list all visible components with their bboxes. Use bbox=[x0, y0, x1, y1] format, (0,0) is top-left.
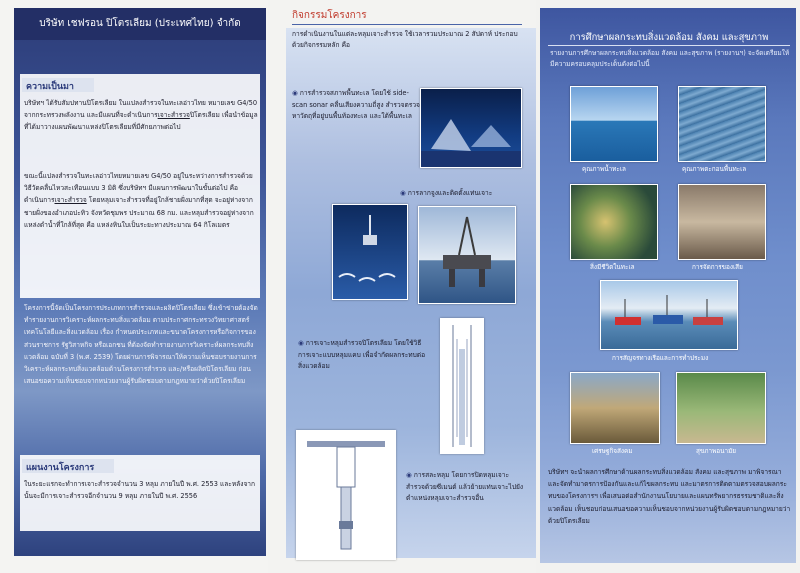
boats-graphic bbox=[601, 281, 737, 349]
title-underline bbox=[548, 45, 790, 46]
plug-abandon-image bbox=[296, 430, 396, 560]
right-panel bbox=[536, 0, 800, 573]
socio-economic-photo bbox=[570, 372, 660, 444]
caption-water: คุณภาพน้ำทะเล bbox=[582, 165, 626, 173]
well-casing-diagram bbox=[441, 319, 483, 453]
sediment-photo bbox=[678, 86, 766, 162]
eia-intro: รายงานการศึกษาผลกระทบสิ่งแวดล้อม สังคม และสุขภาพ (รายงานฯ) จะจัดเตรียมให้มีความครอบคลุมประเด็นดังต่อไปนี้ bbox=[550, 49, 790, 68]
plan-paragraph: ในระยะแรกจะทำการเจาะสำรวจจำนวน 3 หลุม ภายในปี พ.ศ. 2553 และหลังจากนั้นจะมีการเจาะสำรวจอีกจำนวน 9 หลุม ภายในปี พ.ศ. 2556 bbox=[24, 480, 256, 501]
caption-waste: การจัดการของเสีย bbox=[692, 263, 743, 271]
drilling-rig-image bbox=[418, 206, 516, 304]
sonar-survey-image bbox=[420, 88, 522, 168]
title-underline bbox=[292, 24, 522, 25]
background-paragraph-3: โครงการนี้จัดเป็นโครงการประเภทการสำรวจและผลิตปิโตรเลียม ซึ่งเข้าข่ายต้องจัดทำรายงานการวิเคราะห์ผลกระทบสิ่งแวดล้อม ตามประกาศกระทรวงวิทยาศาสตร์ เทคโนโลยีและสิ่งแวดล้อม เรื่อง กำหนดประเภทและขนาดโครงการหรือกิจการของส่วนราชการ รัฐวิสาหกิจ หรือเอกชน ที่ต้องจัดทำรายงานการวิเคราะห์ผลกระทบสิ่งแวดล้อม ฉบับที่ 3 (พ.ศ. 2539) โดยผ่านการพิจารณาให้ความเห็นชอบรายงานการวิเคราะห์ผลกระทบสิ่งแวดล้อมด้านโครงการสำรวจ และ/หรือผลิตปิโตรเลียม ก่อนเสนอขอความเห็นชอบจากหน่วยงานผู้รับผิดชอบตามกฎหมายว่าด้วยปิโตรเลียม bbox=[24, 304, 258, 386]
middle-panel bbox=[268, 0, 536, 573]
caption-sediment: คุณภาพตะกอนพื้นทะเล bbox=[682, 165, 747, 173]
waste-management-photo bbox=[678, 184, 766, 260]
bullet-icon: ◉ bbox=[298, 339, 306, 347]
health-photo bbox=[676, 372, 766, 444]
rig-towing-image bbox=[332, 204, 408, 300]
marine-life-photo bbox=[570, 184, 658, 260]
company-title: บริษัท เชฟรอน ปิโตรเลียม (ประเทศไทย) จำกัด bbox=[39, 18, 241, 29]
bullet-icon: ◉ bbox=[292, 89, 300, 97]
activity-rig-caption: ◉ การลากจูงและติดตั้งแท่นเจาะ bbox=[400, 189, 493, 197]
activities-title: กิจกรรมโครงการ bbox=[292, 10, 367, 21]
background-paragraph-1: บริษัทฯ ได้รับสัมปทานปิโตรเลียม ในแปลงสำรวจในทะเลอ่าวไทย หมายเลข G4/50 จากกระทรวงพลังงาน และมีแผนที่จะดำเนินการเจาะสำรวจปิโตรเลียม เพื่อนำข้อมูลที่ได้มาวางแผนพัฒนาแหล่งปิโตรเลียมที่มีศักยภาพต่อไป bbox=[24, 99, 258, 132]
bullet-icon: ◉ bbox=[400, 189, 408, 197]
activity-seabed-survey: ◉ การสำรวจสภาพพื้นทะเล โดยใช้ side-scan sonar คลื่นเสียงความถี่สูง สำรวจตรวจหาวัตถุที่อยู่บนพื้นท้องทะเล และใต้พื้นทะเล bbox=[292, 89, 420, 120]
caption-fishing: การสัญจรทางเรือและการทำประมง bbox=[612, 354, 709, 362]
plug-abandon-diagram bbox=[297, 431, 395, 559]
heading-plan: แผนงานโครงการ bbox=[26, 463, 95, 473]
fishing-boats-photo bbox=[600, 280, 738, 350]
heading-background: ความเป็นมา bbox=[26, 82, 74, 92]
seawater-photo bbox=[570, 86, 658, 162]
drilling-rig-graphic bbox=[419, 207, 515, 303]
eia-conclusion: บริษัทฯ จะนำผลการศึกษาด้านผลกระทบสิ่งแวดล้อม สังคม และสุขภาพ มาพิจารณาและจัดทำมาตรการป้องกันและแก้ไขผลกระทบ และมาตรการติดตามตรวจสอบผลกระทบของโครงการฯ เพื่อเสนอต่อสำนักงานนโยบายและแผนทรัพยากรธรรมชาติและสิ่งแวดล้อม เห็นชอบก่อนเสนอขอความเห็นชอบจากหน่วยงานผู้รับผิดชอบตามกฎหมายว่าด้วยปิโตรเลียม bbox=[548, 468, 791, 525]
rig-towing-graphic bbox=[333, 205, 407, 299]
well-diagram-image bbox=[440, 318, 484, 454]
activity-plug-abandon: ◉ การสละหลุม โดยการปิดหลุมเจาะสำรวจด้วยซีเมนต์ แล้วย้ายแท่นเจาะไปยังตำแหน่งหลุมเจาะสำรวจอื่น bbox=[406, 471, 524, 502]
bullet-icon: ◉ bbox=[406, 471, 414, 479]
activities-intro: การดำเนินงานในแต่ละหลุมเจาะสำรวจ ใช้เวลารวมประมาณ 2 สัปดาห์ ประกอบด้วยกิจกรรมหลัก คือ bbox=[292, 30, 518, 49]
background-paragraph-2: ขณะนี้แปลงสำรวจในทะเลอ่าวไทยหมายเลข G4/50 อยู่ในระหว่างการสำรวจด้วยวิธีวัดคลื่นไหวสะเทือนแบบ 3 มิติ ซึ่งบริษัทฯ มีแผนการพัฒนาในขั้นต่อไป คือ ดำเนินการเจาะสำรวจ โดยหลุมเจาะสำรวจที่อยู่ใกล้ชายฝั่งมากที่สุด จะอยู่ห่างจากชายฝั่งของอำเภอปะทิว จังหวัดชุมพร ประมาณ 68 กม. และหลุมสำรวจอยู่ห่างจากแหล่งดำน้ำที่ใกล้ที่สุด คือ แหล่งหินใบเป็นระยะทางประมาณ 64 กิโลเมตร bbox=[24, 172, 254, 229]
caption-economy: เศรษฐกิจสังคม bbox=[592, 447, 633, 455]
caption-health: สุขภาพอนามัย bbox=[696, 447, 737, 455]
left-panel bbox=[0, 0, 268, 573]
caption-marine-life: สิ่งมีชีวิตในทะเล bbox=[590, 263, 635, 271]
eia-title: การศึกษาผลกระทบสิ่งแวดล้อม สังคม และสุขภาพ bbox=[569, 32, 769, 43]
activity-drilling: ◉ การเจาะหลุมสำรวจปิโตรเลียม โดยใช้วิธีการเจาะแบบหลุมแคบ เพื่อจำกัดผลกระทบต่อสิ่งแวดล้อม bbox=[298, 339, 426, 370]
sonar-cones-graphic bbox=[421, 89, 521, 167]
